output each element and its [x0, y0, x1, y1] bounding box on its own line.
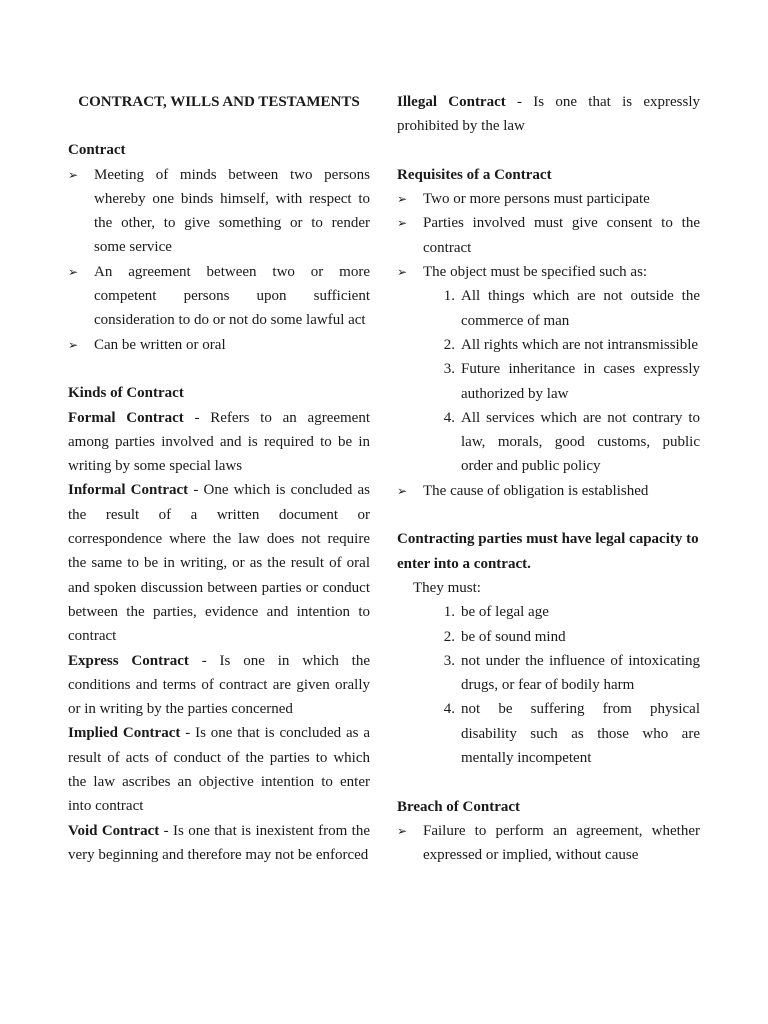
list-item [68, 260, 370, 333]
item-number: 4. [443, 701, 455, 718]
numbered-item [397, 697, 700, 770]
numbered-item-text: Future inheritance in cases expressly authorized by law [461, 361, 700, 402]
numbered-item [397, 333, 700, 357]
term-definition: Is one that is inexistent from the very beginning and therefore may not be enforced [68, 822, 370, 863]
arrow-bullet-icon: ➢ [68, 337, 79, 352]
arrow-bullet-icon: ➢ [68, 167, 79, 182]
term-separator: - [159, 822, 174, 839]
list-item-text: Meeting of minds between two persons whereby one binds himself, with respect to the other, to give something or to render some service [94, 166, 370, 256]
numbered-item-text: be of legal age [461, 604, 549, 621]
kind-illegal [397, 90, 700, 139]
numbered-item [397, 406, 700, 479]
kind-informal [68, 478, 370, 648]
item-number: 4. [443, 409, 455, 426]
term-label: Illegal Contract [397, 94, 506, 110]
kind-formal [68, 406, 370, 479]
item-number: 1. [443, 288, 455, 305]
item-number: 3. [443, 361, 455, 378]
term-separator: - [188, 652, 220, 669]
capacity-list [397, 600, 700, 770]
list-item [397, 211, 700, 260]
contract-definition-list [68, 163, 370, 357]
requisites-list-continued [397, 479, 700, 503]
list-item-text: The object must be specified such as: [423, 264, 648, 281]
numbered-item-text: not under the influence of intoxicating drugs, or fear of bodily harm [461, 652, 700, 694]
term-label: Void Contract [68, 822, 160, 839]
requisites-heading: Requisites of a Contract [397, 166, 552, 183]
numbered-item [397, 357, 700, 406]
list-item [397, 260, 700, 284]
list-item-text: The cause of obligation is established [423, 482, 649, 499]
term-separator: - [188, 482, 204, 499]
contract-heading: Contract [68, 142, 126, 159]
numbered-item [397, 284, 700, 333]
arrow-bullet-icon: ➢ [397, 823, 408, 838]
numbered-item [397, 625, 700, 649]
numbered-item-text: not be suffering from physical disability such as those who are mentally incompetent [461, 701, 700, 767]
numbered-item-text: All things which are not outside the commerce of man [461, 288, 700, 329]
term-definition: One which is concluded as the result of a written document or correspondence where the law does not require the same to be in writing, or as the result of oral and spoken discussion between parties or conduct between the parties, evidence and intention to contract [68, 482, 370, 645]
list-item-text: Two or more persons must participate [423, 191, 650, 208]
numbered-item-text: be of sound mind [461, 628, 566, 645]
kind-void [68, 819, 370, 868]
item-number: 1. [443, 604, 455, 621]
term-label: Implied Contract [68, 725, 181, 742]
capacity-intro: They must: [413, 579, 481, 596]
arrow-bullet-icon: ➢ [68, 264, 79, 279]
item-number: 2. [443, 628, 455, 645]
item-number: 3. [443, 652, 455, 669]
term-label: Formal Contract [68, 409, 184, 426]
list-item-text: Failure to perform an agreement, whether expressed or implied, without cause [423, 822, 700, 864]
numbered-item [397, 649, 700, 698]
list-item [68, 333, 370, 357]
term-separator: - [180, 725, 196, 742]
list-item [68, 163, 370, 260]
arrow-bullet-icon: ➢ [397, 265, 408, 280]
document-title: CONTRACT, WILLS AND TESTAMENTS [78, 94, 360, 110]
list-item [397, 479, 700, 503]
requisites-list [397, 187, 700, 284]
arrow-bullet-icon: ➢ [397, 216, 408, 231]
list-item-text: An agreement between two or more competent persons upon sufficient consideration to do or not do some lawful act [94, 263, 370, 329]
term-separator: - [505, 94, 534, 110]
breach-list [397, 819, 700, 868]
term-definition: Is one that is concluded as a result of acts of conduct of the parties to which the law ascribes an objective intention to enter into contract [68, 725, 371, 815]
numbered-item-text: All rights which are not intransmissible [461, 336, 699, 353]
breach-heading: Breach of Contract [397, 798, 521, 815]
list-item-text: Can be written or oral [94, 336, 226, 353]
kind-express [68, 649, 370, 722]
numbered-item-text: All services which are not contrary to law, morals, good customs, public order and public policy [461, 409, 700, 475]
term-label: Express Contract [68, 652, 189, 669]
kind-implied [68, 721, 370, 818]
kinds-heading: Kinds of Contract [68, 385, 184, 402]
list-item [397, 819, 700, 868]
capacity-heading: Contracting parties must have legal capacity to enter into a contract. [397, 531, 699, 572]
arrow-bullet-icon: ➢ [397, 192, 408, 207]
arrow-bullet-icon: ➢ [397, 483, 408, 498]
left-column [68, 90, 370, 867]
term-definition: Is one in which the conditions and terms of contract are given orally or in writing by the parties concerned [68, 652, 371, 718]
list-item [397, 187, 700, 211]
list-item-text: Parties involved must give consent to the contract [423, 215, 700, 256]
term-label: Informal Contract [68, 482, 189, 499]
numbered-item [397, 600, 700, 624]
term-definition: Refers to an agreement among parties involved and is required to be in writing by some special laws [68, 409, 370, 475]
term-separator: - [183, 409, 211, 426]
term-definition: Is one that is expressly prohibited by the law [397, 94, 700, 135]
object-sublist [397, 284, 700, 478]
item-number: 2. [443, 336, 455, 353]
right-column [397, 90, 700, 868]
